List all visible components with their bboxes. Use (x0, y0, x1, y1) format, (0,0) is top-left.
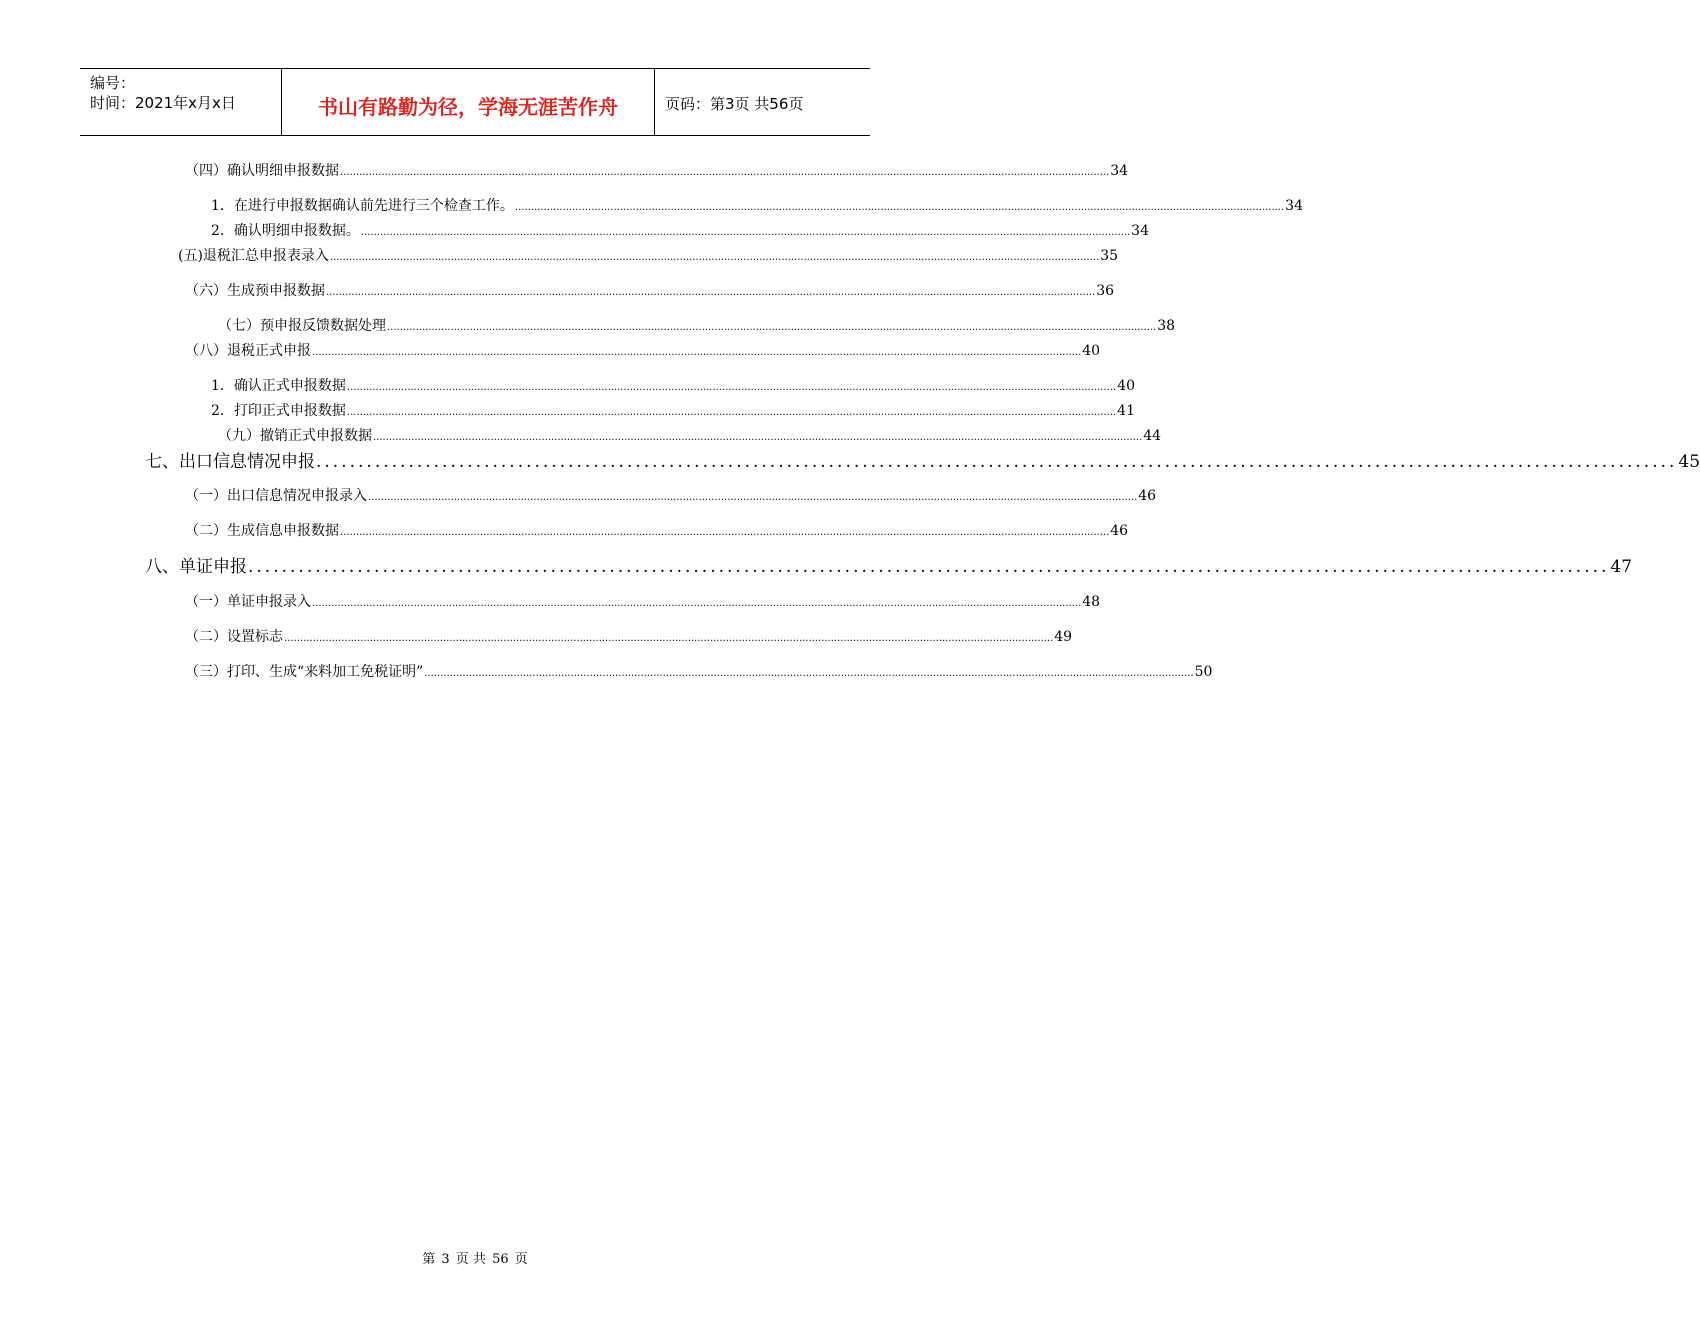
toc-entry[interactable] (178, 246, 1119, 266)
toc-leader: .................................................................................................................................................................................................................................................. (346, 382, 1117, 393)
toc-entry-page: 44 (1143, 428, 1162, 444)
toc-entry[interactable] (185, 486, 1157, 506)
toc-entry[interactable] (218, 316, 1176, 336)
toc-entry-label: （一）单证申报录入 (185, 594, 311, 610)
toc-entry-page: 46 (1138, 488, 1157, 504)
header-info (80, 69, 282, 135)
toc-entry-page: 40 (1082, 343, 1101, 359)
toc-leader: .................................................................................................................................................................................................................................................. (340, 527, 1110, 538)
toc-entry-page: 36 (1096, 283, 1115, 299)
toc-entry-label: （一）出口信息情况申报录入 (185, 488, 367, 504)
toc-entry-page: 47 (1610, 557, 1633, 577)
toc-leader: .................................................................................................................................................................................................................................................. (312, 347, 1082, 358)
toc-entry-page: 38 (1157, 318, 1176, 334)
toc-entry-page: 41 (1117, 403, 1135, 419)
toc-entry[interactable] (211, 376, 1135, 396)
toc-entry-label: 1．确认正式申报数据 (211, 378, 346, 394)
toc-leader: .................................................................................................................................................................................................................................................. (373, 432, 1143, 443)
toc-entry-label: （六）生成预申报数据 (185, 283, 325, 299)
toc-leader: .................................................................................................................................................................................................................................................. (387, 322, 1157, 333)
toc-leader: .................................................................................................................................................................................................................................................. (340, 167, 1110, 178)
page-header (80, 68, 870, 136)
toc-leader: .................................................................................................................................................................................................................................................. (346, 407, 1117, 418)
header-page-label: 页码：第3页 共56页 (665, 94, 804, 113)
footer-prefix: 第 (422, 1252, 436, 1267)
toc-leader: .................................................................................................................................................................................................................................................. (514, 202, 1285, 213)
toc-entry[interactable] (145, 555, 1633, 579)
toc-entry-label: （九）撤销正式申报数据 (218, 428, 372, 444)
toc-entry-page: 49 (1054, 629, 1073, 645)
toc-entry-label: （二）生成信息申报数据 (185, 523, 339, 539)
toc-entry-page: 34 (1110, 163, 1129, 179)
toc-leader: .................................................................................................................................................................. (316, 452, 1678, 472)
toc-leader: .................................................................................................................................................................................................................................................. (312, 598, 1082, 609)
toc-entry-page: 48 (1082, 594, 1101, 610)
footer-total-pages: 56 (492, 1252, 509, 1267)
toc-entry-page: 45 (1678, 452, 1700, 472)
toc-entry-label: 2．打印正式申报数据 (211, 403, 346, 419)
toc-entry[interactable] (145, 450, 1700, 474)
toc-entry-page: 46 (1110, 523, 1129, 539)
toc-leader: .................................................................................................................................................................................................................................................. (368, 492, 1138, 503)
toc-entry[interactable] (218, 426, 1162, 446)
toc-leader: .................................................................................................................................................................................................................................................. (424, 668, 1194, 679)
toc-entry-label: 八、单证申报 (145, 557, 247, 577)
toc-entry-label: 2．确认明细申报数据。 (211, 223, 360, 239)
toc-entry[interactable] (185, 662, 1213, 682)
time-label: 时间：2021年x月x日 (90, 94, 236, 112)
footer-mid: 页 共 (455, 1252, 486, 1267)
toc-entry-page: 40 (1117, 378, 1135, 394)
toc-entry[interactable] (185, 592, 1101, 612)
toc-entry[interactable] (211, 196, 1303, 216)
toc-entry-label: 1．在进行申报数据确认前先进行三个检查工作。 (211, 198, 514, 214)
number-label: 编号： (90, 74, 136, 92)
toc-leader: .................................................................................................................................................................................................................................................. (329, 252, 1100, 263)
footer-suffix: 页 (514, 1252, 528, 1267)
header-motto: 书山有路勤为径，学海无涯苦作舟 (282, 69, 655, 135)
toc-entry-label: 七、出口信息情况申报 (145, 452, 315, 472)
toc-entry-page: 35 (1100, 248, 1119, 264)
toc-entry-page: 34 (1131, 223, 1149, 239)
toc-entry[interactable] (211, 401, 1135, 421)
toc-entry[interactable] (211, 221, 1149, 241)
toc-entry[interactable] (185, 341, 1101, 361)
toc-entry[interactable] (185, 281, 1115, 301)
toc-entry-label: （三）打印、生成“来料加工免税证明” (185, 664, 424, 680)
page-footer (0, 1248, 950, 1267)
toc-entry[interactable] (185, 627, 1073, 647)
toc-entry-label: （二）设置标志 (185, 629, 283, 645)
toc-entry-label: (五)退税汇总申报表录入 (178, 248, 329, 264)
toc-leader: .................................................................................................................................................................. (248, 557, 1610, 577)
footer-current-page: 3 (441, 1252, 450, 1267)
toc-entry-label: （七）预申报反馈数据处理 (218, 318, 386, 334)
toc-entry-page: 50 (1194, 664, 1213, 680)
toc-entry[interactable] (185, 521, 1129, 541)
toc-leader: .................................................................................................................................................................................................................................................. (360, 227, 1131, 238)
toc-entry-page: 34 (1285, 198, 1303, 214)
toc-leader: .................................................................................................................................................................................................................................................. (284, 633, 1054, 644)
toc-entry-label: （四）确认明细申报数据 (185, 163, 339, 179)
toc-leader: .................................................................................................................................................................................................................................................. (326, 287, 1096, 298)
toc-entry-label: （八）退税正式申报 (185, 343, 311, 359)
toc-entry[interactable] (185, 161, 1129, 181)
